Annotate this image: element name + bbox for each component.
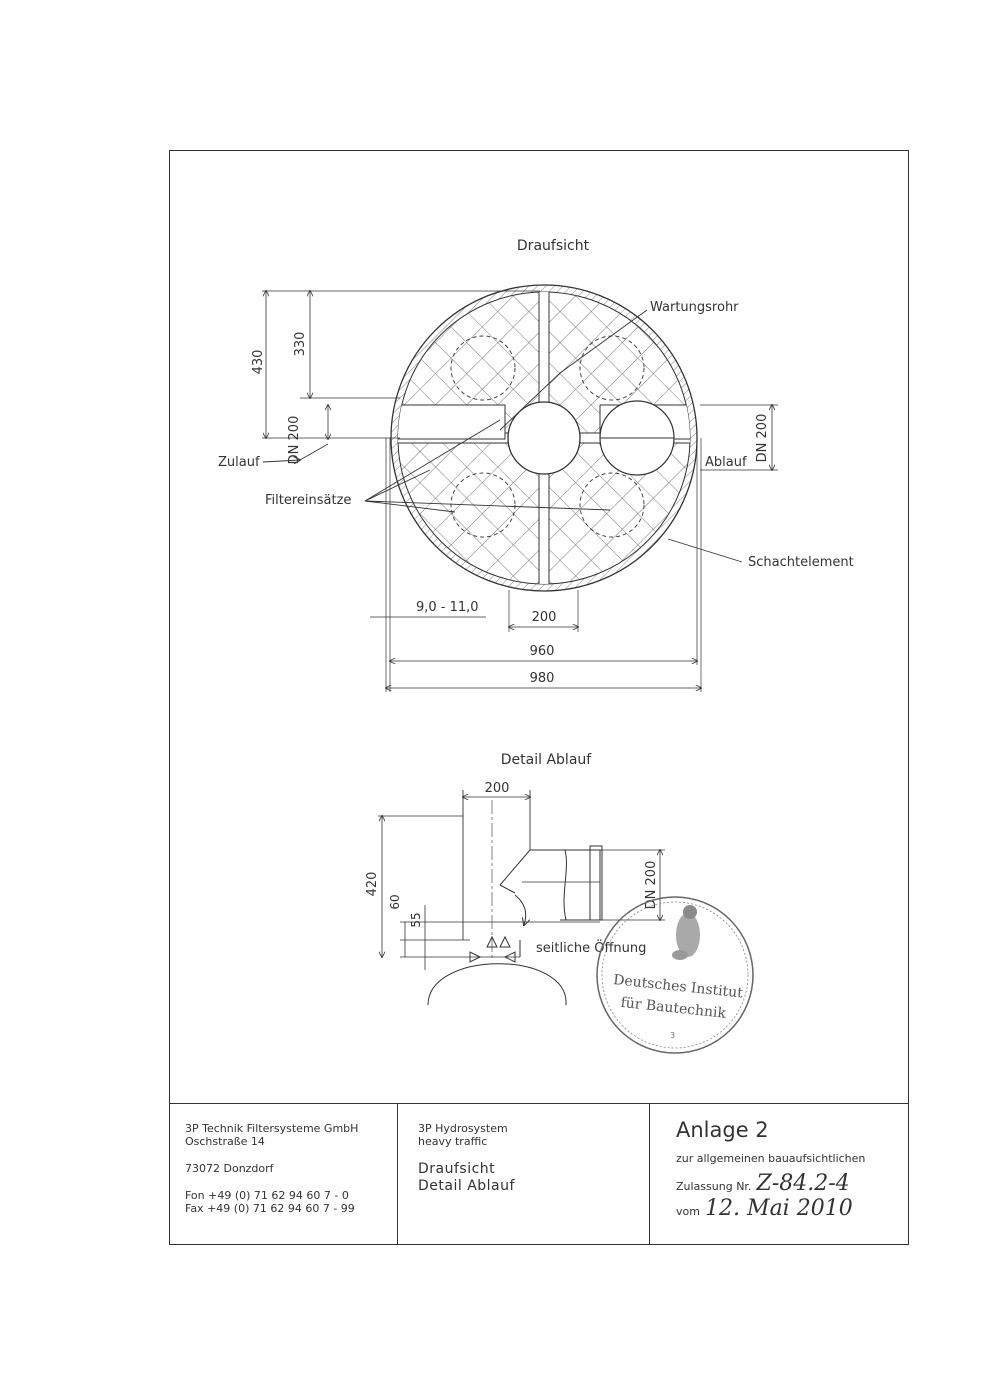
dim-dn200-right: DN 200 [755, 413, 770, 463]
detail-dim-dn200: DN 200 [644, 860, 659, 910]
vom-value: 12. Mai 2010 [705, 1196, 853, 1221]
label-schachtelement: Schachtelement [748, 555, 854, 570]
product-line1: 3P Hydrosystem [418, 1122, 508, 1135]
product-view1: Draufsicht [418, 1161, 496, 1177]
stamp-number: 3 [670, 1031, 676, 1040]
bear-emblem-icon [672, 905, 700, 960]
company-city: 73072 Donzdorf [185, 1162, 274, 1175]
product-view2: Detail Ablauf [418, 1178, 515, 1194]
label-seitliche-oeffnung: seitliche Öffnung [536, 941, 647, 956]
approval-stamp [597, 897, 753, 1053]
product-line2: heavy traffic [418, 1135, 488, 1148]
dim-330: 330 [293, 331, 308, 357]
detail-dim-55: 55 [409, 912, 423, 928]
top-view-title: Draufsicht [516, 238, 590, 254]
approval-text: zur allgemeinen bauaufsichtlichen [676, 1152, 866, 1165]
dim-430: 430 [251, 349, 266, 375]
company-block [169, 1104, 398, 1245]
company-fax: Fax +49 (0) 71 62 94 60 7 - 99 [185, 1202, 355, 1215]
dim-wall-thickness: 9,0 - 11,0 [416, 600, 479, 615]
label-filtereinsaetze: Filtereinsätze [265, 493, 352, 508]
vom-label: vom [676, 1205, 700, 1218]
detail-dim-420: 420 [365, 871, 380, 897]
label-zulauf: Zulauf [218, 455, 260, 470]
stamp-line2: für Bautechnik [619, 994, 727, 1022]
maintenance-pipe [508, 402, 580, 474]
dim-dn200-left: DN 200 [287, 415, 302, 465]
stamp-line1: Deutsches Institut [612, 972, 744, 1002]
zulassung-label: Zulassung Nr. [676, 1180, 752, 1193]
dim-960: 960 [529, 644, 555, 659]
detail-dim-60: 60 [388, 894, 402, 910]
company-name: 3P Technik Filtersysteme GmbH [185, 1122, 359, 1135]
title-block [169, 1103, 909, 1245]
anlage-title: Anlage 2 [676, 1118, 769, 1142]
label-ablauf: Ablauf [705, 455, 747, 470]
label-wartungsrohr: Wartungsrohr [650, 300, 739, 315]
detail-dim-200: 200 [484, 781, 510, 796]
top-view [218, 238, 854, 692]
company-fon: Fon +49 (0) 71 62 94 60 7 - 0 [185, 1189, 349, 1202]
zulassung-value: Z-84.2-4 [756, 1171, 850, 1196]
detail-view [365, 752, 665, 1005]
product-block [398, 1104, 650, 1245]
approval-block [650, 1104, 909, 1245]
dim-200-top: 200 [531, 610, 557, 625]
detail-view-title: Detail Ablauf [500, 752, 592, 768]
dim-980: 980 [529, 671, 555, 686]
company-street: Oschstraße 14 [185, 1135, 265, 1148]
